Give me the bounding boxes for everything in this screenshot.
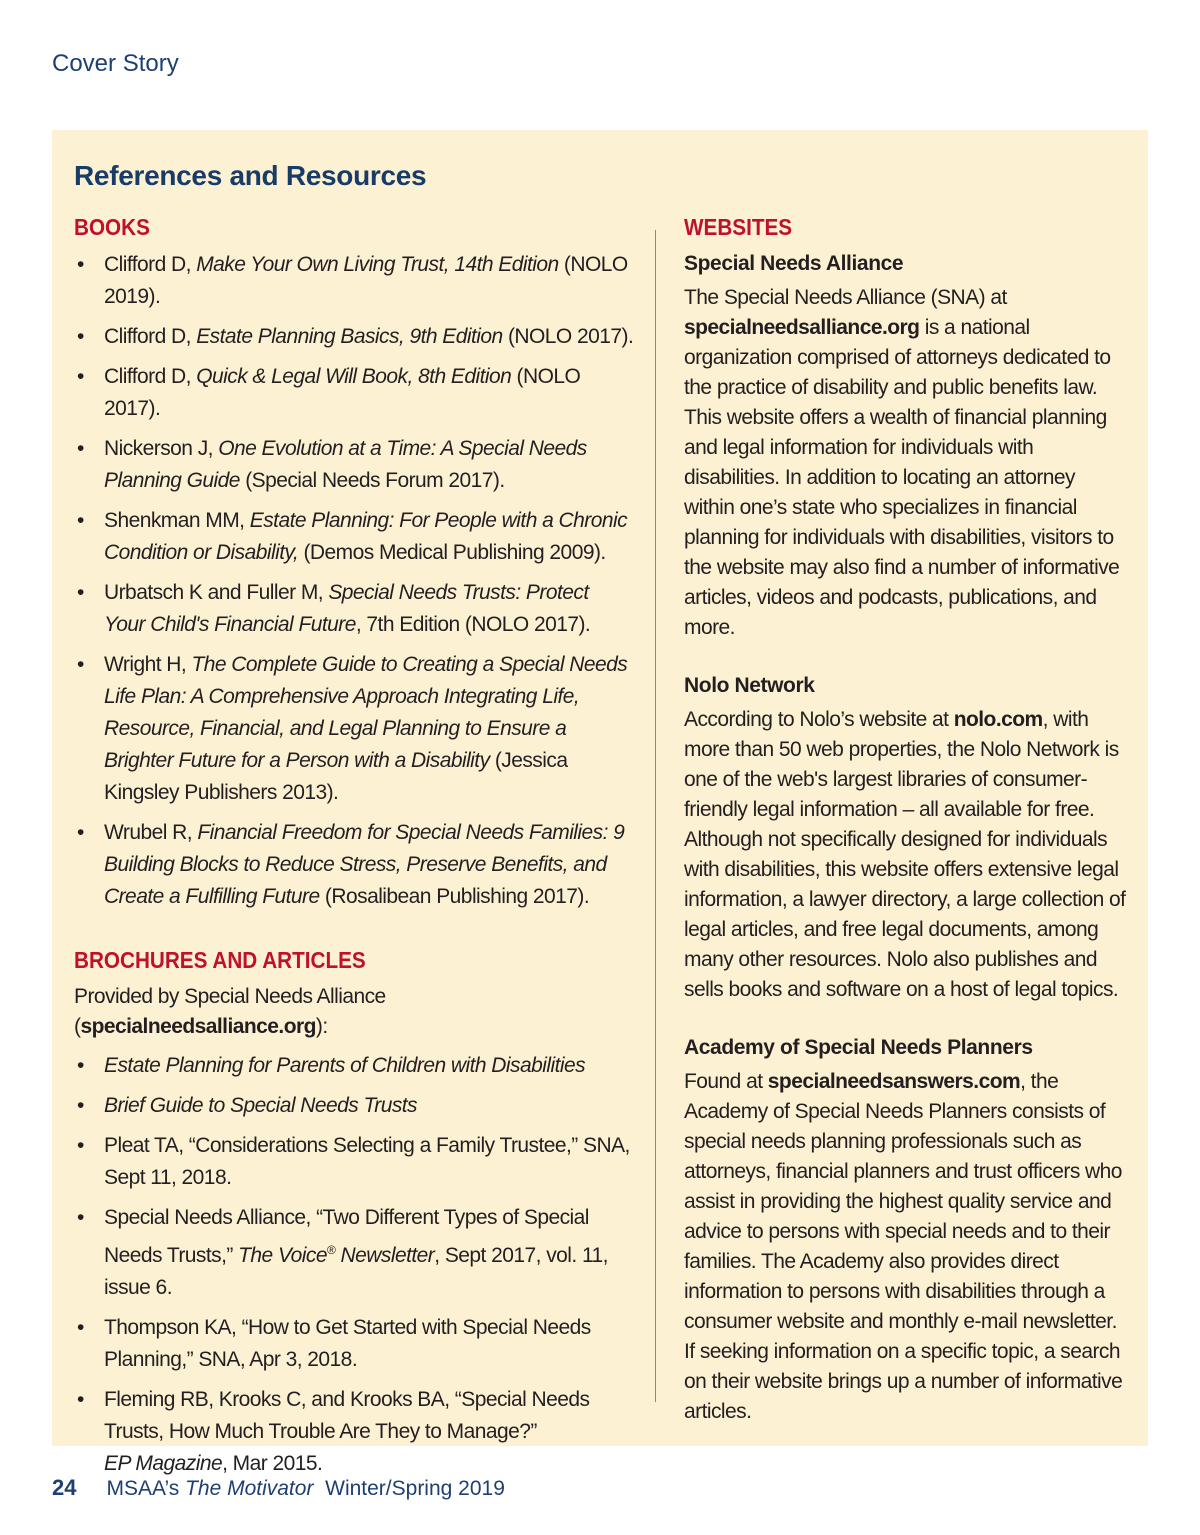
website-entry bbox=[684, 1033, 1130, 1427]
website-description: The Special Needs Alliance (SNA) at specialneedsalliance.org is a national organization comprised of attorneys dedicated to the practice of disability and public benefits law. This website offers a wealth of financial planning and legal information for individuals with disabilities. In addition to locating an attorney within one’s state who specializes in financial planning for individuals with disabilities, visitors to the website may also find a number of informative articles, videos and podcasts, publications, and more. bbox=[684, 286, 1120, 639]
website-description: According to Nolo’s website at nolo.com, with more than 50 web properties, the Nolo Network is one of the web's largest libraries of consumer-friendly legal information – all available for free. Although not specifically designed for individuals with disabilities, this website offers extensive legal information, a lawyer directory, a large collection of legal articles, and free legal documents, among many other resources. Nolo also publishes and sells books and software on a host of legal topics. bbox=[684, 708, 1126, 1001]
website-link[interactable]: specialneedsalliance.org bbox=[684, 316, 920, 339]
right-column bbox=[684, 214, 1130, 1455]
book-item: • Clifford D, Estate Planning Basics, 9th Edition (NOLO 2017). bbox=[74, 321, 634, 353]
brochure-item: • Estate Planning for Parents of Children with Disabilities bbox=[74, 1050, 634, 1082]
website-name: Special Needs Alliance bbox=[684, 252, 904, 275]
magazine-title: The Motivator bbox=[185, 1477, 314, 1500]
brochure-item: • Thompson KA, “How to Get Started with Special Needs Planning,” SNA, Apr 3, 2018. bbox=[74, 1312, 634, 1376]
website-description: Found at specialneedsanswers.com, the Academy of Special Needs Planners consists of special needs planning professionals such as attorneys, financial planners and trust officers who assist in providing the highest quality service and advice to persons with special needs and to their families. The Academy also provides direct information to persons with disabilities through a consumer website and monthly e-mail newsletter. If seeking information on a specific topic, a search on their website brings up a number of informative articles. bbox=[684, 1070, 1123, 1423]
website-entry bbox=[684, 671, 1130, 1005]
left-column bbox=[74, 214, 634, 1488]
section-label: Cover Story bbox=[52, 50, 179, 77]
book-item: • Urbatsch K and Fuller M, Special Needs Trusts: Protect Your Child's Financial Future, 7th Edition (NOLO 2017). bbox=[74, 577, 634, 641]
books-list bbox=[74, 249, 634, 913]
brochure-item: • Brief Guide to Special Needs Trusts bbox=[74, 1090, 634, 1122]
website-entry bbox=[684, 249, 1130, 643]
brochure-item: • Pleat TA, “Considerations Selecting a Family Trustee,” SNA, Sept 11, 2018. bbox=[74, 1130, 634, 1194]
brochure-item: • Fleming RB, Krooks C, and Krooks BA, “Special Needs Trusts, How Much Trouble Are They to Manage?” EP Magazine, Mar 2015. bbox=[74, 1384, 634, 1480]
issue-label: Winter/Spring 2019 bbox=[325, 1477, 505, 1500]
page-footer bbox=[52, 1475, 505, 1501]
book-item: • Nickerson J, One Evolution at a Time: A Special Needs Planning Guide (Special Needs Forum 2017). bbox=[74, 433, 634, 497]
website-name: Nolo Network bbox=[684, 674, 815, 697]
book-item: • Clifford D, Make Your Own Living Trust, 14th Edition (NOLO 2019). bbox=[74, 249, 634, 313]
brochures-heading: BROCHURES AND ARTICLES bbox=[74, 947, 366, 973]
publisher-name: MSAA’s bbox=[106, 1477, 186, 1500]
book-item: • Wrubel R, Financial Freedom for Special Needs Families: 9 Building Blocks to Reduce Stress, Preserve Benefits, and Create a Fulfilling Future (Rosalibean Publishing 2017). bbox=[74, 817, 634, 913]
website-link[interactable]: specialneedsanswers.com bbox=[767, 1070, 1021, 1093]
book-item: • Clifford D, Quick & Legal Will Book, 8th Edition (NOLO 2017). bbox=[74, 361, 634, 425]
brochure-item: • Special Needs Alliance, “Two Different Types of Special Needs Trusts,” The Voice® Newsletter, Sept 2017, vol. 11, issue 6. bbox=[74, 1202, 634, 1304]
brochures-intro: Provided by Special Needs Alliance (specialneedsalliance.org): bbox=[74, 985, 386, 1038]
sna-link[interactable]: specialneedsalliance.org bbox=[80, 1015, 316, 1038]
book-item: • Shenkman MM, Estate Planning: For People with a Chronic Condition or Disability, (Demos Medical Publishing 2009). bbox=[74, 505, 634, 569]
books-heading: BOOKS bbox=[74, 214, 150, 240]
website-name: Academy of Special Needs Planners bbox=[684, 1036, 1033, 1059]
website-link[interactable]: nolo.com bbox=[953, 708, 1043, 731]
book-item: • Wright H, The Complete Guide to Creating a Special Needs Life Plan: A Comprehensive Approach Integrating Life, Resource, Financial, and Legal Planning to Ensure a Brighter Future for a Person with a Disability (Jessica Kingsley Publishers 2013). bbox=[74, 649, 634, 809]
websites-heading: WEBSITES bbox=[684, 214, 793, 240]
panel-title: References and Resources bbox=[74, 160, 427, 191]
column-divider bbox=[655, 230, 656, 1402]
references-panel bbox=[52, 130, 1148, 1475]
brochures-list bbox=[74, 1050, 634, 1480]
page-number: 24 bbox=[52, 1475, 77, 1500]
